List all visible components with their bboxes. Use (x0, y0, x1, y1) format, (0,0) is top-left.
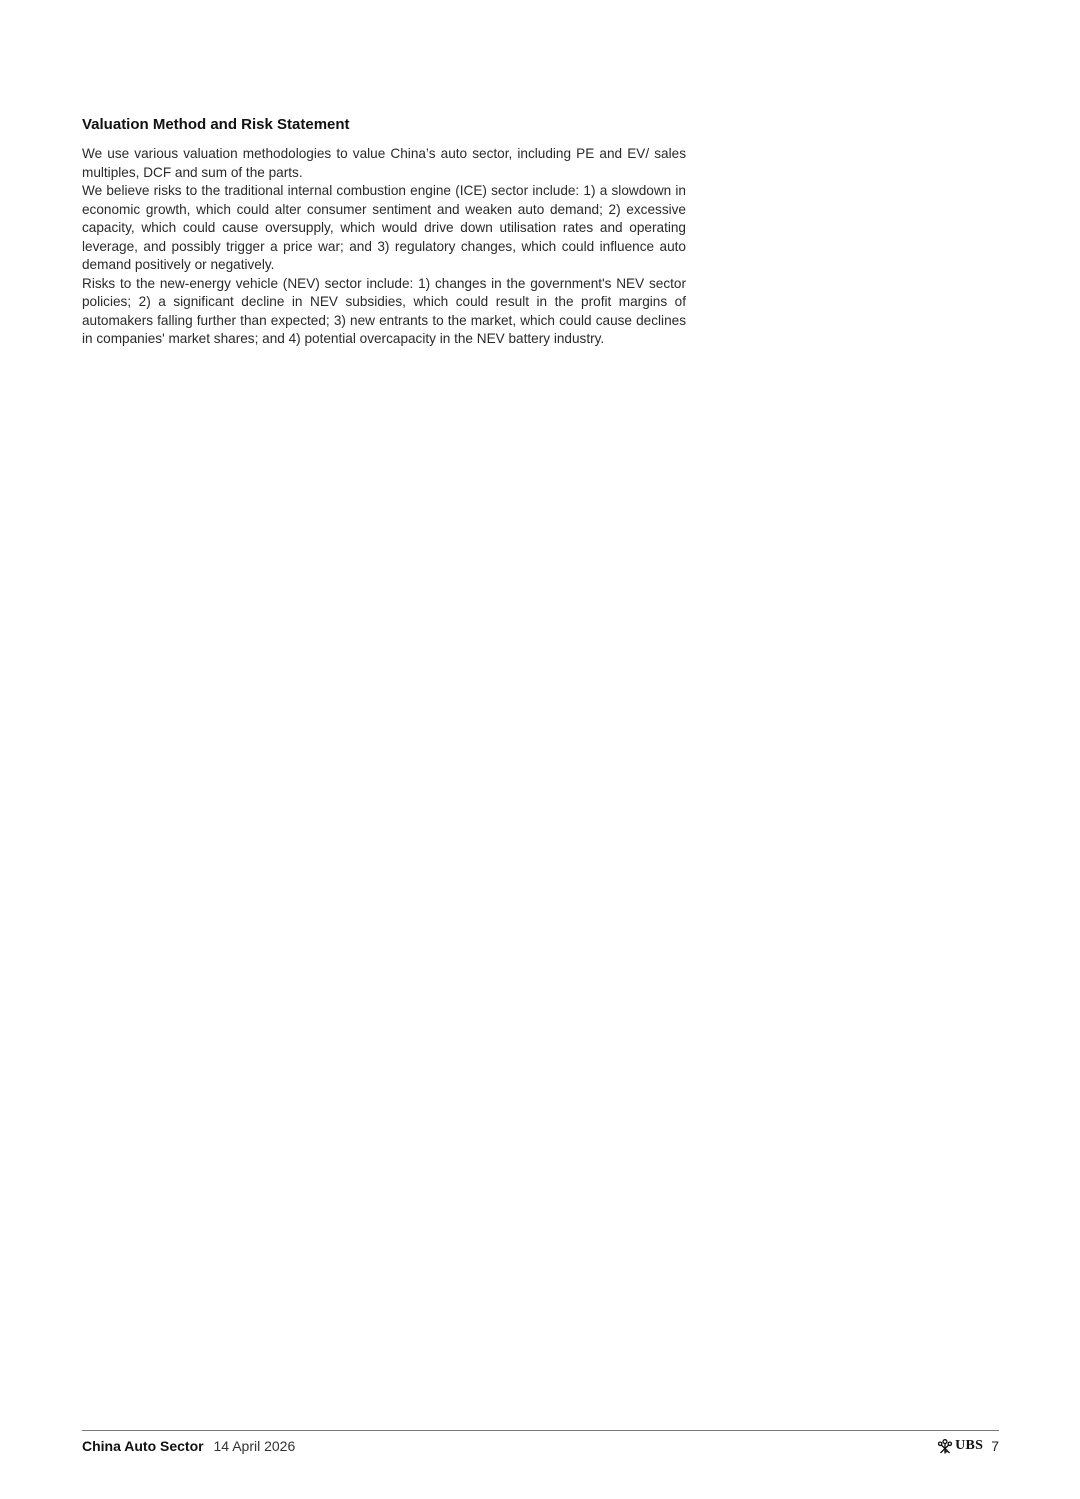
footer-report-info (82, 1436, 295, 1456)
report-title: China Auto Sector (82, 1438, 204, 1454)
section-title: Valuation Method and Risk Statement (82, 116, 350, 133)
paragraph-nev-risks: Risks to the new-energy vehicle (NEV) sector include: 1) changes in the government's NEV sector policies; 2) a significant decline in NEV subsidies, which could result in the profit margins of automakers falling further than expected; 3) new entrants to the market, which could cause declines in companies' market shares; and 4) potential overcapacity in the NEV battery industry. (82, 275, 686, 346)
page-footer (82, 1436, 999, 1456)
brand-name: UBS (955, 1438, 984, 1453)
paragraph-valuation-methods: We use various valuation methodologies to value China’s auto sector, including PE and EV/ sales multiples, DCF and sum of the parts. (82, 146, 686, 180)
footer-divider (82, 1430, 999, 1431)
page-number: 7 (991, 1438, 999, 1454)
footer-brand (937, 1436, 999, 1456)
paragraph-ice-risks: We believe risks to the traditional internal combustion engine (ICE) sector include: 1) a slowdown in economic growth, which could alter consumer sentiment and weaken auto demand; 2) excessive capacity, which could cause oversupply, which would drive down utilisation rates and operating leverage, and possibly trigger a price war; and 3) regulatory changes, which could influence auto demand positively or negatively. (82, 183, 686, 272)
ubs-logo (937, 1436, 983, 1456)
ubs-keys-icon (937, 1438, 953, 1454)
report-date: 14 April 2026 (213, 1438, 296, 1454)
valuation-risk-section (82, 115, 686, 349)
